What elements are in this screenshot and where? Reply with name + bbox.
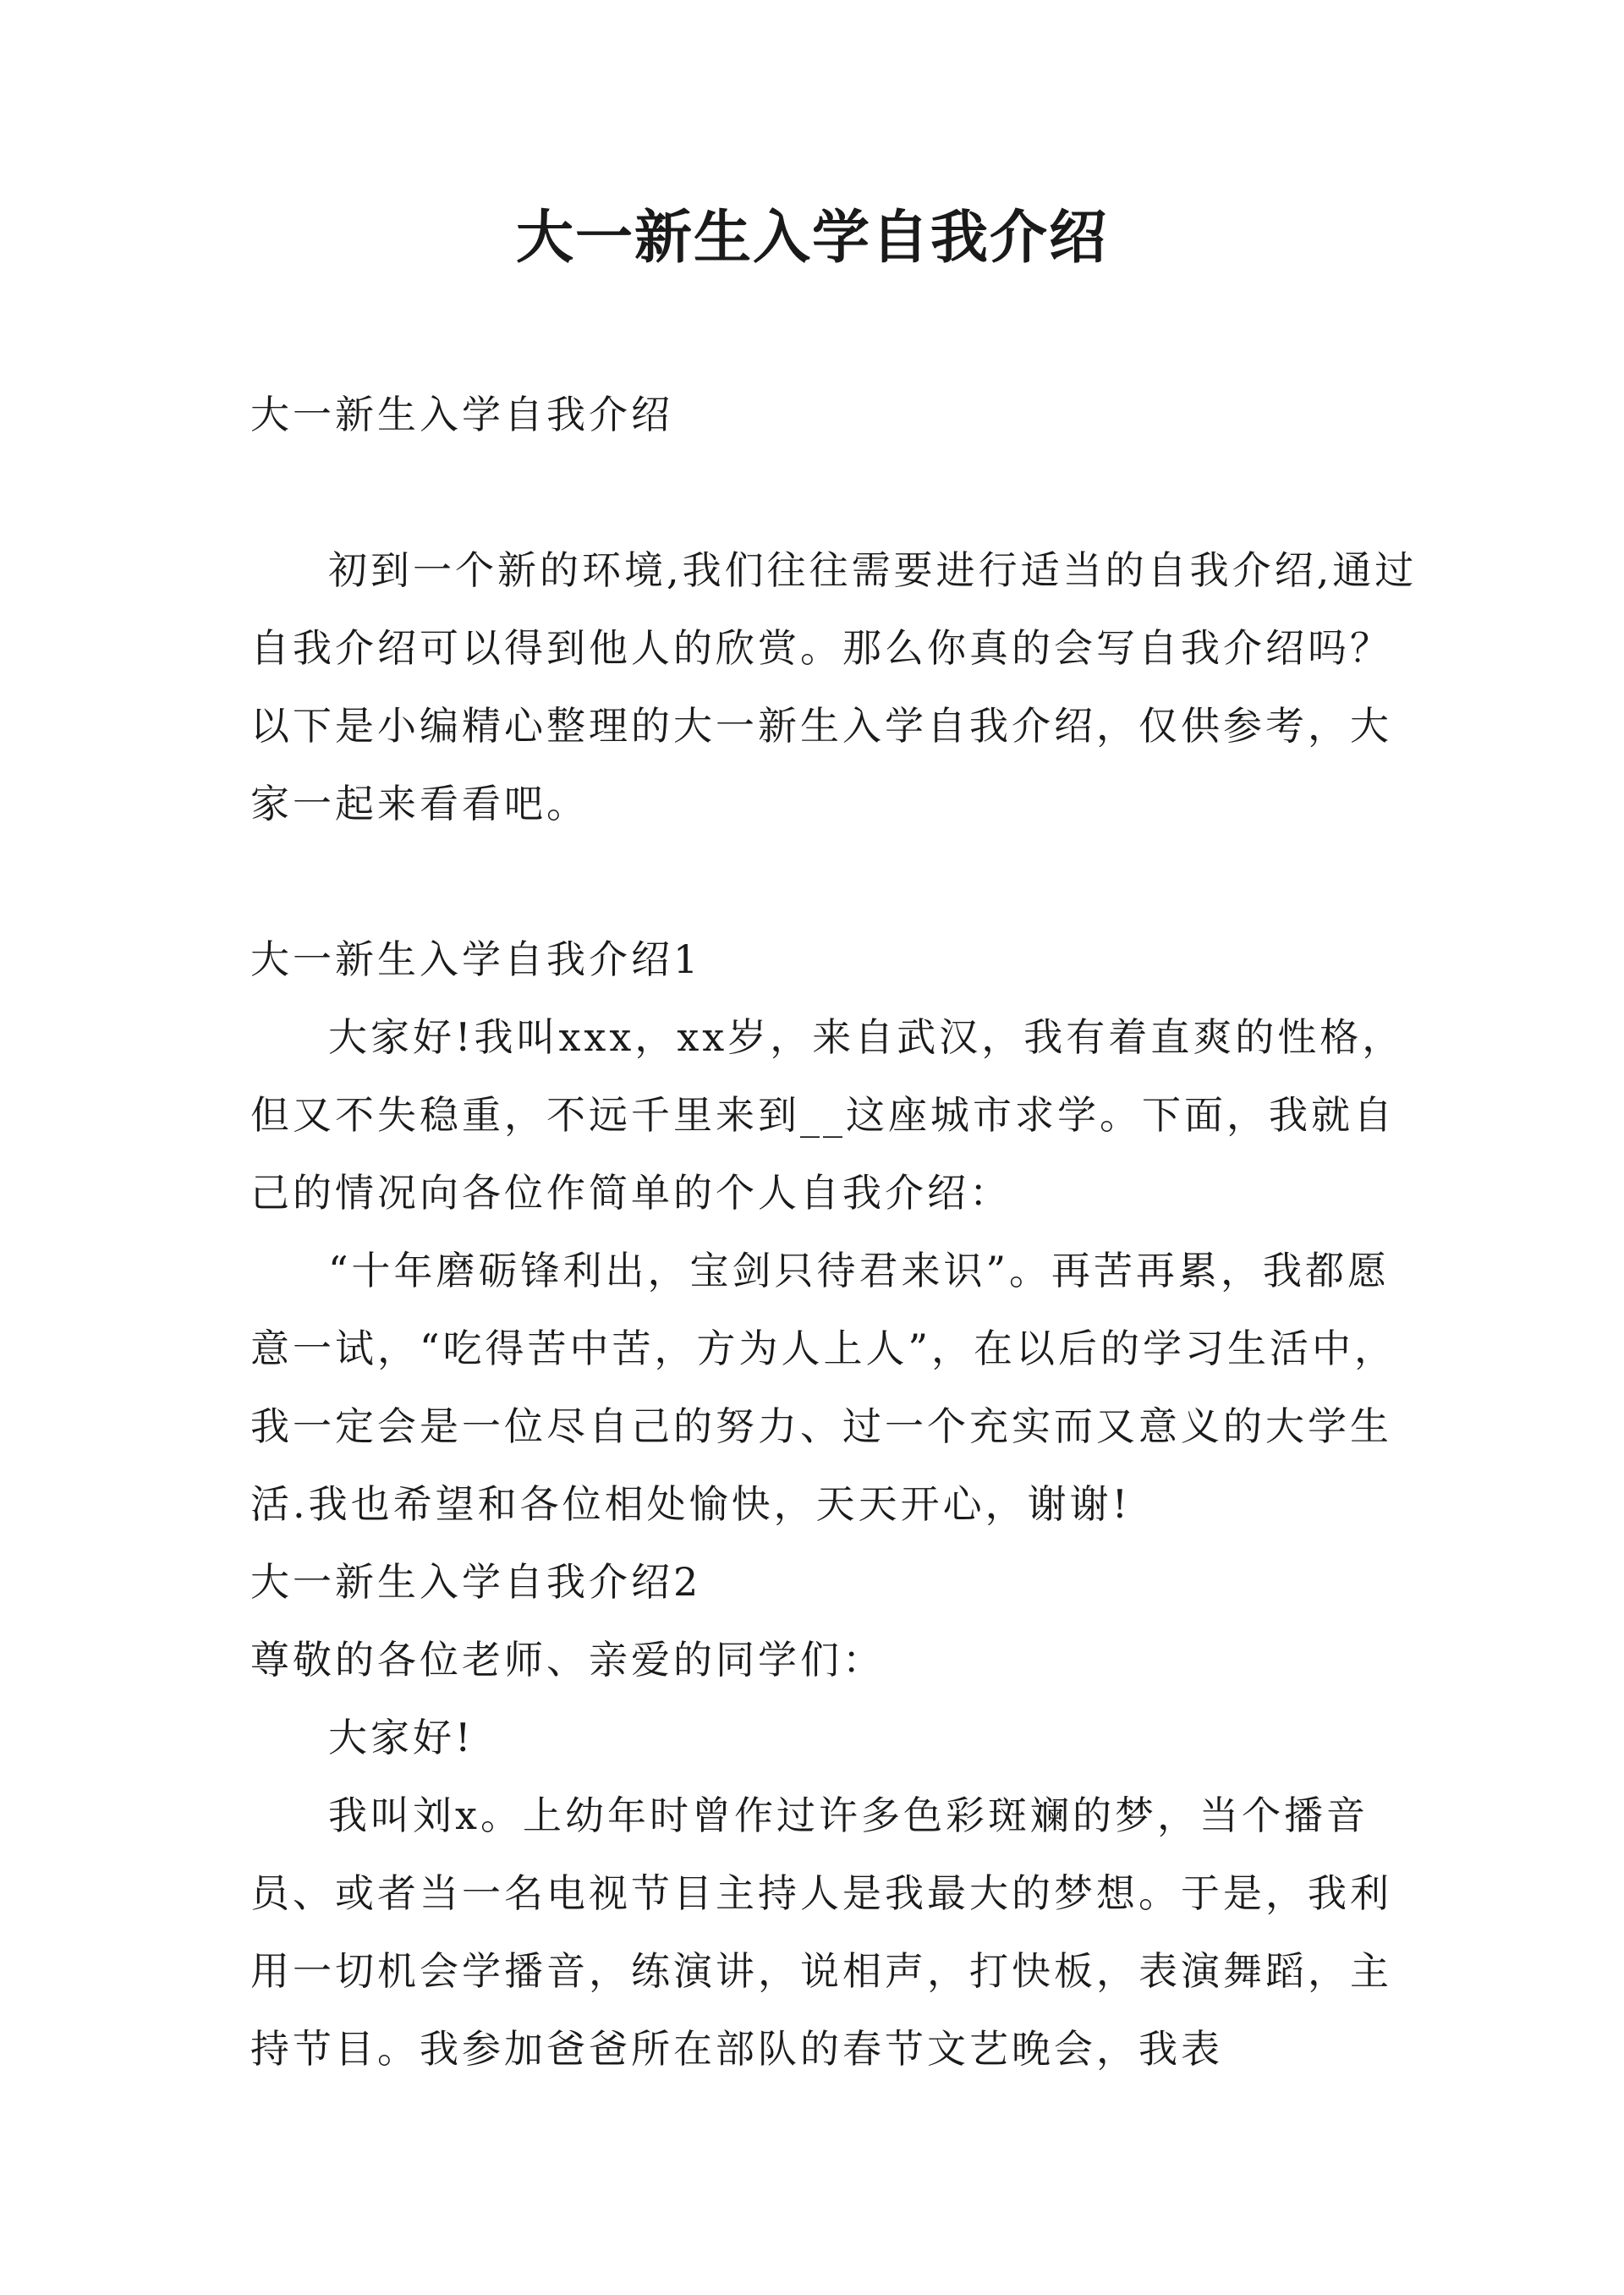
section-heading-1: 大一新生入学自我介绍1 [250,936,702,982]
paragraph-2-greeting: 大家好! [328,1715,475,1760]
paragraph-2-body: 我叫刘x。上幼年时曾作过许多色彩斑斓的梦，当个播音员、或者当一名电视节目主持人是我最大的梦想。于是，我利用一切机会学播音，练演讲，说相声，打快板，表演舞蹈，主持节目。我参加爸爸所在部队的春节文艺晚会，我表 [250,1793,1392,2072]
section-heading-2: 大一新生入学自我介绍2 [250,1559,702,1605]
paragraph-1-greeting: 大家好!我叫xxx，xx岁，来自武汉，我有着直爽的性格，但又不失稳重，不远千里来到__这座城市求学。下面，我就自己的情况向各位作简单的个人自我介绍： [250,1014,1405,1216]
document-title: 大一新生入学自我介绍 [515,205,1108,272]
intro-paragraph: 初到一个新的环境,我们往往需要进行适当的自我介绍,通过自我介绍可以得到他人的欣赏。那么你真的会写自我介绍吗？以下是小编精心整理的大一新生入学自我介绍，仅供参考，大家一起来看看吧。 [250,547,1418,826]
paragraph-1-body: “十年磨砺锋利出，宝剑只待君来识”。再苦再累，我都愿意一试，“吃得苦中苦，方为人上人”，在以后的学习生活中，我一定会是一位尽自己的努力、过一个充实而又意义的大学生活.我也希望和各位相处愉快，天天开心，谢谢! [250,1248,1397,1527]
paragraph-2-salutation: 尊敬的各位老师、亲爱的同学们： [250,1637,885,1683]
document-body [250,376,1418,2088]
section-heading-intro: 大一新生入学自我介绍 [250,392,673,437]
